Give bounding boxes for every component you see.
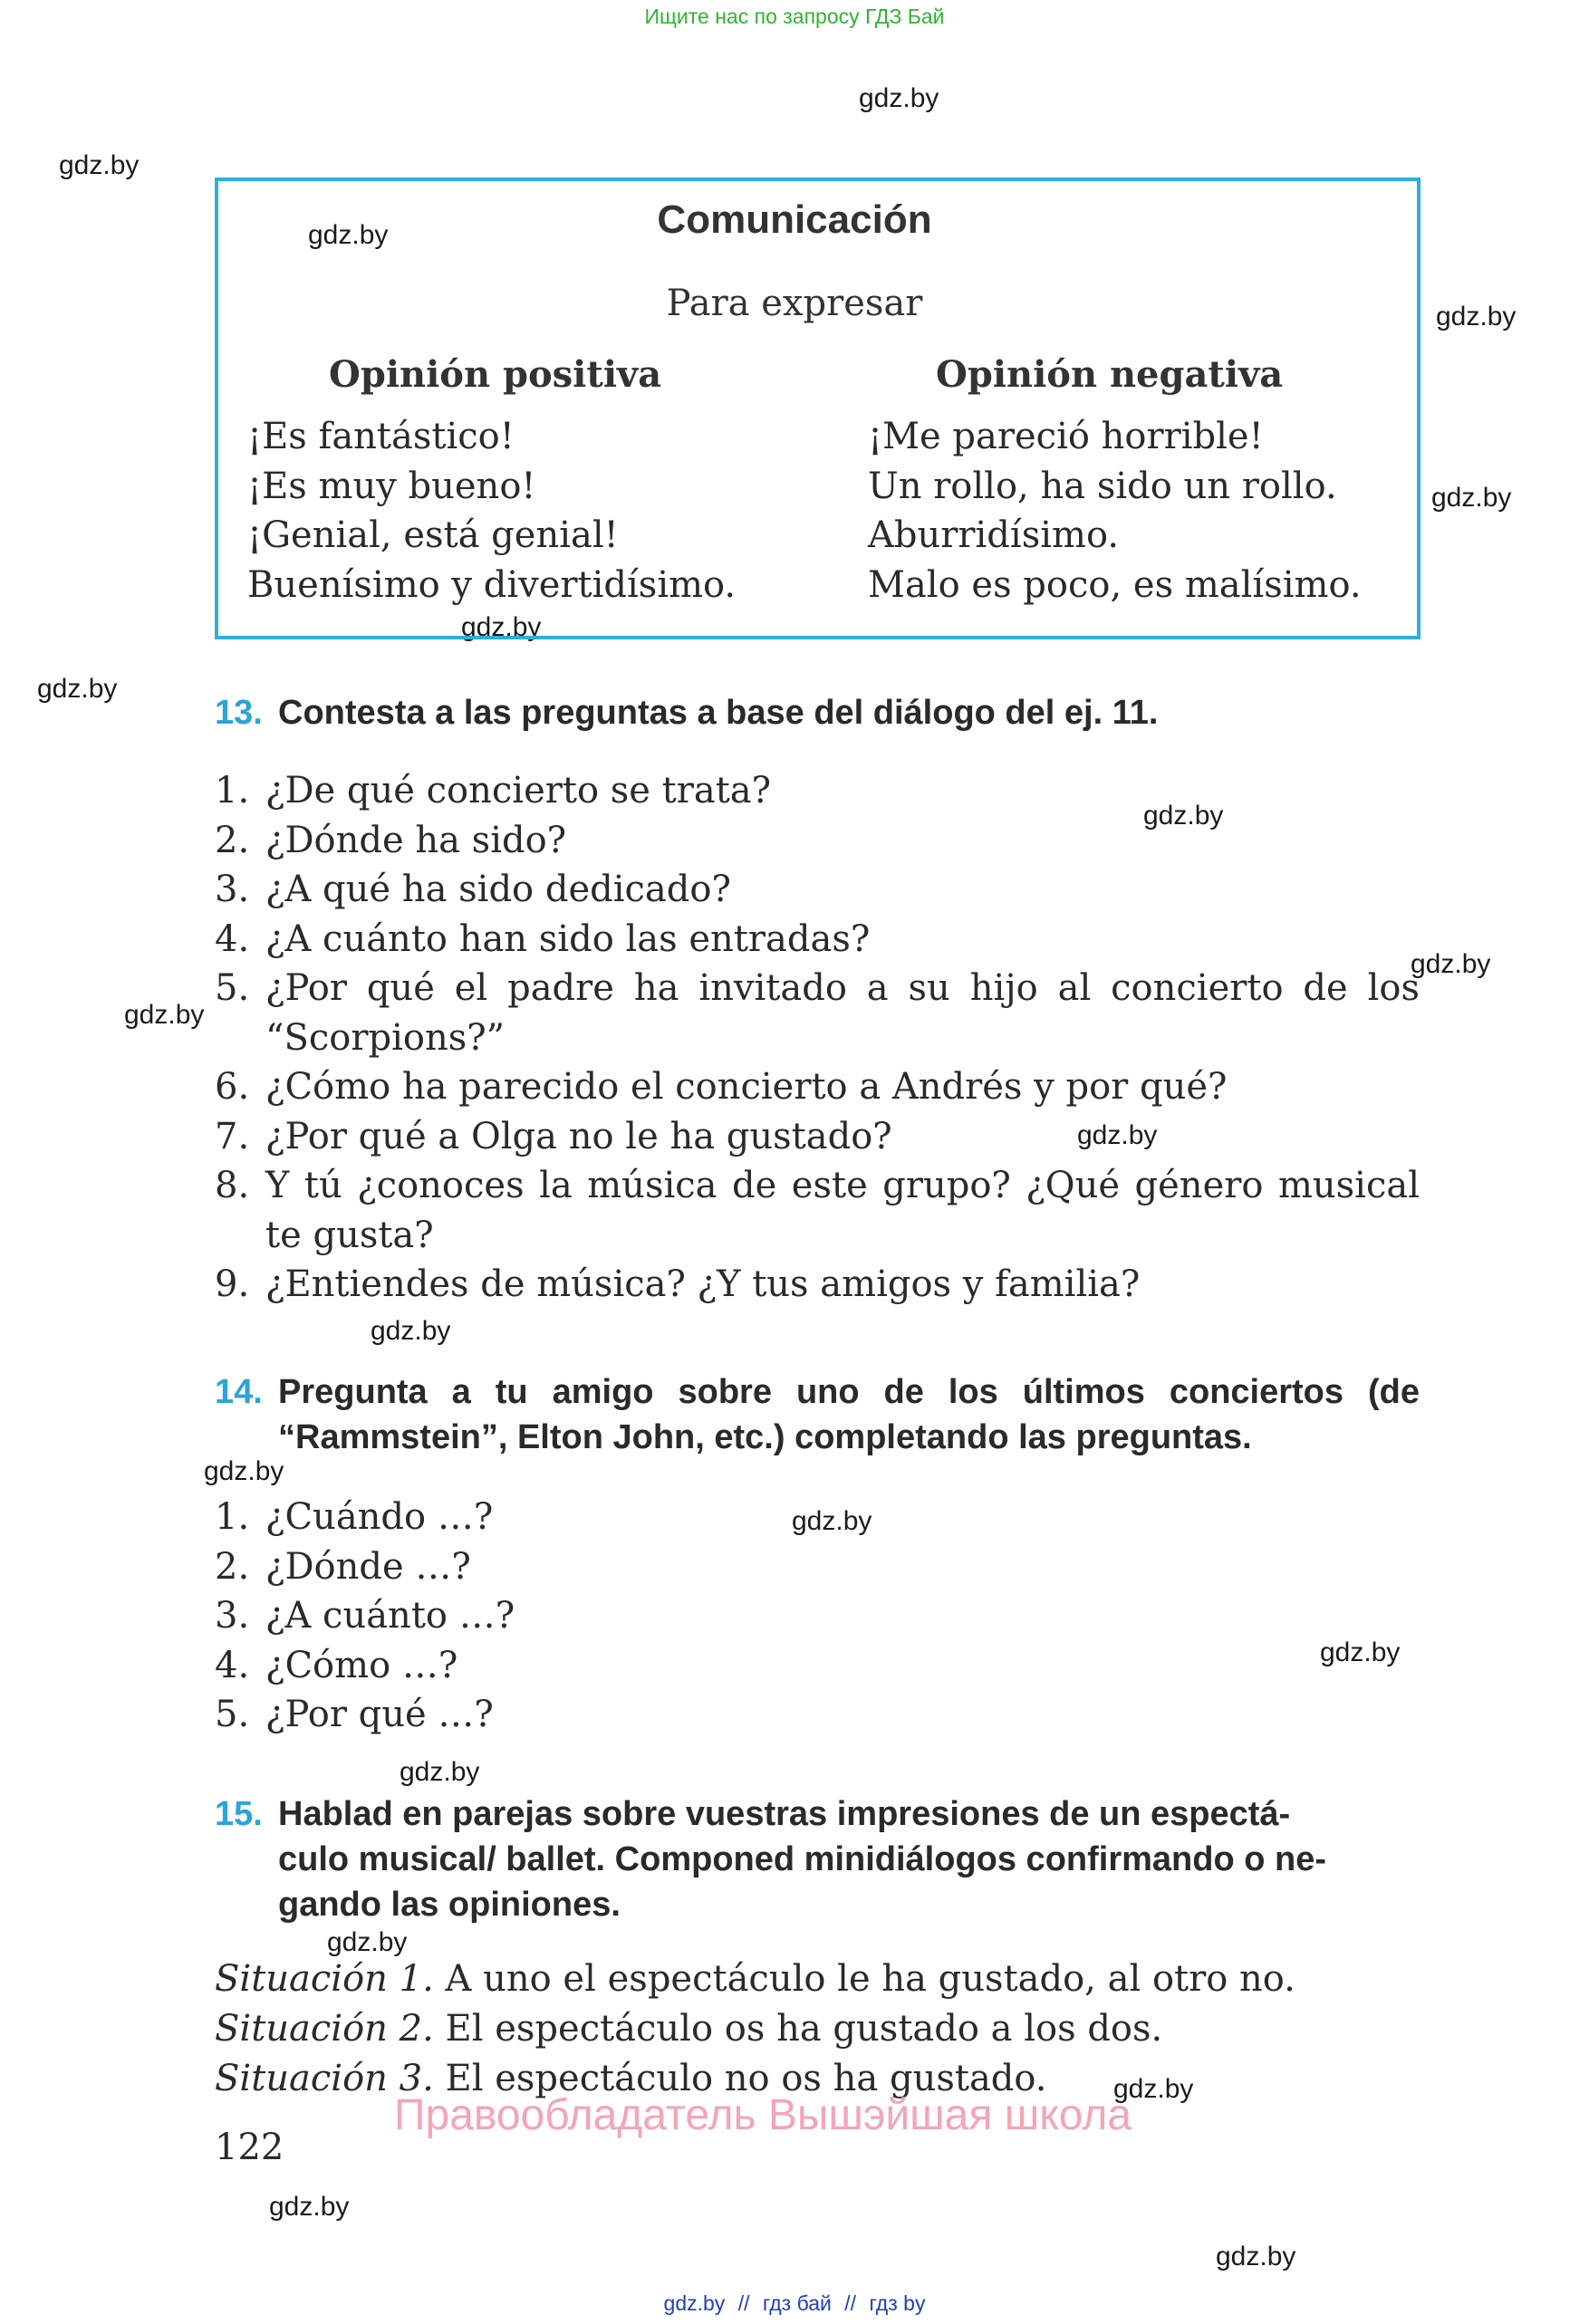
list-item [215,1112,1420,1162]
list-item: ¡Es muy bueno! [247,465,536,507]
list-item: Aburridísimo. [868,514,1120,556]
item-number: 2. [215,819,250,861]
item-text: Y tú ¿conoces la música de este grupo? ¿Qué género musical te gusta? [265,1165,1420,1256]
footer-links [0,2291,1589,2316]
item-number: 9. [215,1263,250,1305]
exercise-number: 14. [215,1373,263,1411]
situation-2 [215,2004,1162,2054]
exercise-instruction-line: Hablad en parejas sobre vuestras impresiones de un espectá- [278,1795,1291,1833]
item-number: 5. [215,1694,250,1735]
top-banner[interactable]: Ищите нас по запросу ГДЗ Бай [644,5,945,28]
list-item [215,1260,1420,1310]
list-item [215,1062,1420,1112]
item-text: ¿Cuándo …? [265,1496,494,1538]
negative-heading: Opinión negativa [936,353,1284,396]
exercise-instruction-line: gando las opiniones. [278,1886,621,1924]
watermark: gdz.by [1113,2074,1194,2104]
list-item [215,1641,1420,1691]
list-item [215,766,1420,816]
page-number: 122 [215,2127,284,2168]
item-number: 4. [215,917,250,960]
watermark: gdz.by [1320,1637,1401,1667]
watermark: gdz.by [308,220,389,250]
exercise-instruction-line: “Rammstein”, Elton John, etc.) completando las preguntas. [278,1418,1252,1456]
situation-1 [215,1954,1295,2004]
item-text: ¿A cuánto han sido las entradas? [265,917,871,960]
situation-label: Situación 1. [215,1958,434,2000]
exercise-13-questions [215,766,1420,1310]
footer-separator: // [844,2291,857,2315]
list-item [215,1493,1420,1542]
exercise-14-questions [215,1493,1420,1740]
situation-text: A uno el espectáculo le ha gustado, al otro no. [433,1958,1295,2000]
exercise-15-heading [215,1791,1420,1927]
watermark: gdz.by [1411,949,1491,979]
positive-phrases [247,412,736,610]
item-text: ¿De qué concierto se trata? [265,770,772,811]
communication-title: Comunicación [657,197,932,242]
item-number: 8. [215,1165,250,1206]
item-text: ¿Entiendes de música? ¿Y tus amigos y familia? [265,1263,1141,1305]
list-item [215,865,1420,915]
list-item: Malo es poco, es malísimo. [868,563,1362,606]
list-item: ¡Genial, está genial! [247,514,619,556]
list-item [215,915,1420,965]
item-text: ¿Por qué a Olga no le ha gustado? [265,1115,892,1157]
watermark: gdz.by [792,1506,872,1536]
watermark: gdz.by [124,1000,205,1030]
watermark: gdz.by [1077,1120,1158,1150]
exercise-number: 15. [215,1795,263,1833]
list-item: Buenísimo y divertidísimo. [247,563,737,606]
item-text: ¿Dónde ha sido? [265,819,567,861]
item-text: ¿Por qué …? [265,1694,494,1735]
item-number: 3. [215,869,250,910]
footer-link[interactable]: гдз бай [762,2291,832,2315]
watermark: gdz.by [859,83,939,113]
situation-label: Situación 3. [215,2058,434,2099]
footer-separator: // [737,2291,750,2315]
item-text: ¿A qué ha sido dedicado? [265,869,731,910]
item-text: ¿Por qué el padre ha invitado a su hijo al concierto de los “Scorpions?” [265,967,1420,1059]
watermark: gdz.by [269,2192,350,2222]
situation-label: Situación 2. [215,2008,434,2050]
negative-phrases [868,412,1362,610]
positive-heading: Opinión positiva [329,353,662,396]
situation-text: El espectáculo os ha gustado a los dos. [433,2008,1163,2050]
item-text: ¿Cómo …? [265,1644,458,1686]
watermark: gdz.by [371,1316,451,1346]
exercise-instruction: Contesta a las preguntas a base del diálogo del ej. 11. [278,694,1159,732]
watermark: gdz.by [461,612,542,642]
item-text: ¿A cuánto …? [265,1595,515,1637]
item-text: ¿Dónde …? [265,1545,471,1588]
list-item [215,1690,1420,1740]
item-number: 1. [215,770,250,811]
watermark: gdz.by [1436,302,1517,331]
item-number: 6. [215,1066,250,1108]
watermark: gdz.by [204,1456,284,1486]
item-text: ¿Cómo ha parecido el concierto a Andrés y por qué? [265,1066,1228,1108]
watermark: gdz.by [59,150,140,180]
communication-subtitle: Para expresar [666,283,923,324]
watermark: gdz.by [327,1927,408,1957]
list-item: ¡Me pareció horrible! [868,416,1264,457]
watermark: gdz.by [1143,801,1224,831]
watermark: gdz.by [37,674,118,704]
watermark: gdz.by [1216,2242,1296,2271]
footer-link[interactable]: gdz.by [663,2291,726,2315]
exercise-number: 13. [215,694,263,732]
item-number: 1. [215,1496,250,1538]
item-number: 2. [215,1545,250,1588]
list-item [215,1161,1420,1260]
item-number: 5. [215,967,250,1009]
exercise-13-heading [215,690,1420,735]
watermark: gdz.by [400,1757,480,1787]
list-item [215,1542,1420,1592]
item-number: 3. [215,1595,250,1637]
list-item: Un rollo, ha sido un rollo. [868,465,1337,507]
exercise-14-heading [215,1369,1420,1460]
list-item [215,816,1420,866]
situation-text: El espectáculo no os ha gustado. [433,2058,1047,2099]
item-number: 4. [215,1644,250,1686]
exercise-instruction-line: culo musical/ ballet. Componed minidiálogos confirmando o ne- [278,1840,1326,1878]
item-number: 7. [215,1115,250,1157]
list-item [215,964,1420,1062]
list-item: ¡Es fantástico! [247,416,515,457]
rights-holder-text: Правообладатель Вышэйшая школа [394,2091,1132,2139]
footer-link[interactable]: гдз by [869,2291,926,2315]
list-item [215,1591,1420,1641]
watermark: gdz.by [1431,483,1512,513]
exercise-instruction-line: Pregunta a tu amigo sobre uno de los últimos conciertos (de [278,1373,1420,1411]
